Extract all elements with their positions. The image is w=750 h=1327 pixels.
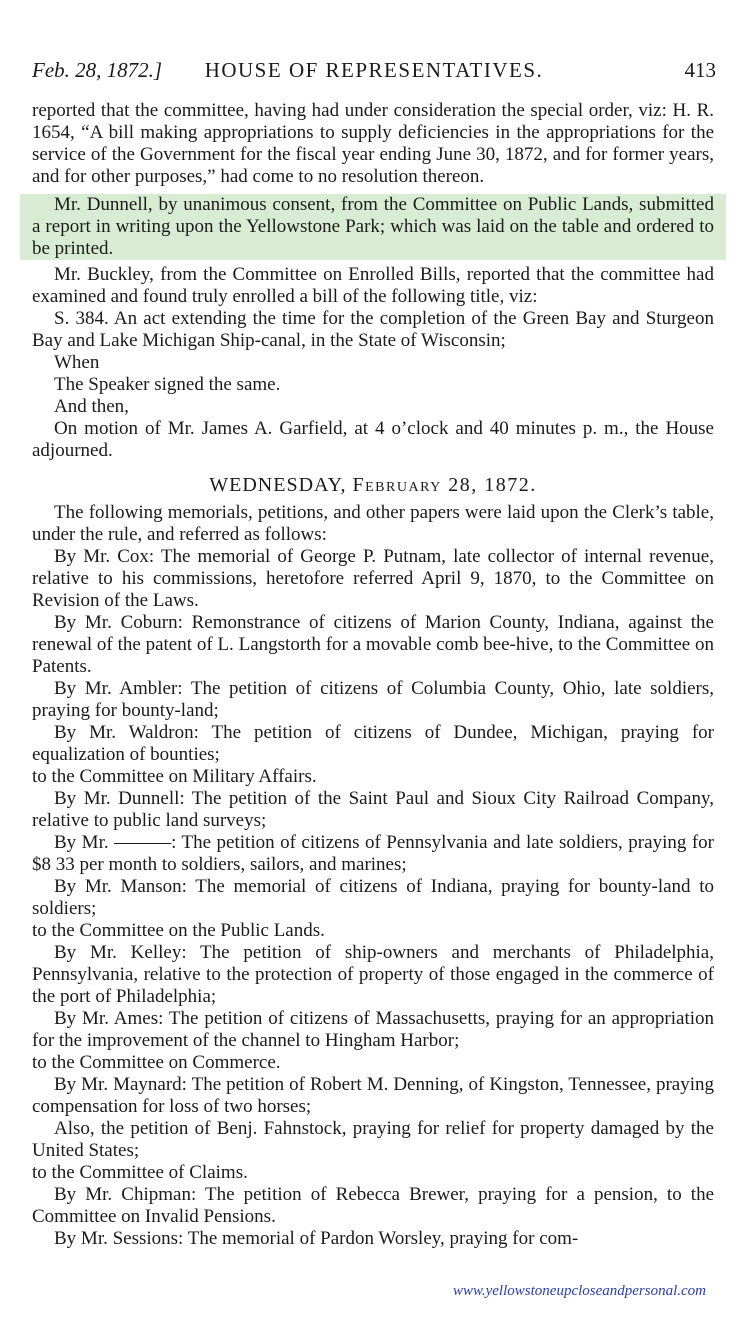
paragraph: By Mr. Coburn: Remonstrance of citizens of Marion County, Indiana, against the renewal of the patent of L. Langstorth for a movable comb bee-hive, to the Committee on Patents. [32,612,714,677]
document-body [32,100,714,1250]
header-date: Feb. 28, 1872.] [32,58,163,82]
paragraph: Also, the petition of Benj. Fahnstock, praying for relief for property damaged by the United States; [32,1118,714,1161]
paragraph: By Mr. Maynard: The petition of Robert M. Denning, of Kingston, Tennessee, praying compensation for loss of two horses; [32,1074,714,1117]
header-title: HOUSE OF REPRESENTATIVES. [204,58,544,82]
referral-line: to the Committee on Military Affairs. [32,766,317,787]
paragraph: By Mr. Kelley: The petition of ship-owners and merchants of Philadelphia, Pennsylvania, relative to the protection of property of those engaged in the commerce of the port of Philadelphia; [32,942,714,1007]
section-heading [32,474,714,496]
paragraph: By Mr. Waldron: The petition of citizens of Dundee, Michigan, praying for equalization of bounties; [32,722,714,765]
referral-line: to the Committee on the Public Lands. [32,920,325,941]
paragraph: And then, [54,396,129,417]
paragraph: Mr. Buckley, from the Committee on Enrolled Bills, reported that the committee had examined and found truly enrolled a bill of the following title, viz: [32,264,714,307]
paragraph: By Mr. Ambler: The petition of citizens of Columbia County, Ohio, late soldiers, praying for bounty-land; [32,678,714,721]
paragraph: The Speaker signed the same. [54,374,281,395]
paragraph: The following memorials, petitions, and other papers were laid upon the Clerk’s table, under the rule, and referred as follows: [32,502,714,545]
paragraph: By Mr. Cox: The memorial of George P. Putnam, late collector of internal revenue, relative to his commissions, heretofore referred April 9, 1870, to the Committee on Revision of the Laws. [32,546,714,611]
paragraph: By Mr. Dunnell: The petition of the Saint Paul and Sioux City Railroad Company, relative to public land surveys; [32,788,714,831]
paragraph: When [54,352,100,373]
paragraph: By Mr. ———: The petition of citizens of Pennsylvania and late soldiers, praying for $8 33 per month to soldiers, sailors, and marines; [32,832,714,875]
heading-date: February 28, 1872. [352,474,537,496]
referral-line: to the Committee on Commerce. [32,1052,281,1073]
page-number: 413 [684,58,716,82]
highlighted-paragraph: Mr. Dunnell, by unanimous consent, from the Committee on Public Lands, submitted a report in writing upon the Yellowstone Park; which was laid on the table and ordered to be printed. [20,194,726,260]
page-header [32,58,716,90]
paragraph: S. 384. An act extending the time for the completion of the Green Bay and Sturgeon Bay and Lake Michigan Ship-canal, in the State of Wisconsin; [32,308,714,351]
referral-line: to the Committee of Claims. [32,1162,248,1183]
heading-day: WEDNESDAY, [209,474,347,496]
source-url-link[interactable]: www.yellowstoneupcloseandpersonal.com [452,1283,706,1299]
paragraph: By Mr. Manson: The memorial of citizens of Indiana, praying for bounty-land to soldiers; [32,876,714,919]
paragraph: By Mr. Ames: The petition of citizens of Massachusetts, praying for an appropriation for the improvement of the channel to Hingham Harbor; [32,1008,714,1051]
paragraph: reported that the committee, having had under consideration the special order, viz: H. R. 1654, “A bill making appropriations to supply deficiencies in the appropriations for the service of the Government for the fiscal year ending June 30, 1872, and for former years, and for other purposes,” had come to no resolution thereon. [32,100,714,187]
paragraph: By Mr. Chipman: The petition of Rebecca Brewer, praying for a pension, to the Committee on Invalid Pensions. [32,1184,714,1227]
paragraph: By Mr. Sessions: The memorial of Pardon Worsley, praying for com- [54,1228,579,1249]
paragraph: On motion of Mr. James A. Garfield, at 4 o’clock and 40 minutes p. m., the House adjourned. [32,418,714,461]
